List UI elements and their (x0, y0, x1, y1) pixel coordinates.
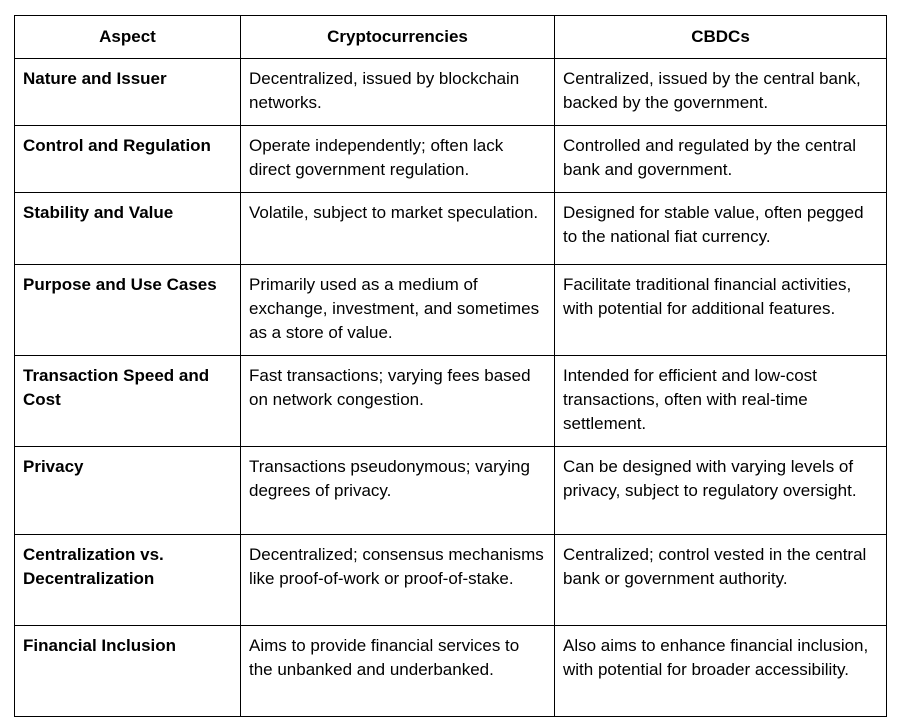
aspect-cell: Control and Regulation (15, 126, 241, 193)
table-row (15, 447, 887, 535)
table-row (15, 535, 887, 626)
aspect-cell: Stability and Value (15, 193, 241, 265)
table-row (15, 126, 887, 193)
crypto-cell: Aims to provide financial services to the unbanked and underbanked. (241, 626, 555, 717)
header-aspect: Aspect (15, 16, 241, 59)
table-header-row (15, 16, 887, 59)
cbdc-cell: Also aims to enhance financial inclusion, with potential for broader accessibility. (555, 626, 887, 717)
table-row (15, 626, 887, 717)
cbdc-cell: Facilitate traditional financial activities, with potential for additional features. (555, 265, 887, 356)
header-cryptocurrencies: Cryptocurrencies (241, 16, 555, 59)
aspect-cell: Purpose and Use Cases (15, 265, 241, 356)
cbdc-cell: Centralized; control vested in the central bank or government authority. (555, 535, 887, 626)
crypto-cell: Fast transactions; varying fees based on network congestion. (241, 356, 555, 447)
header-cbdcs: CBDCs (555, 16, 887, 59)
table-row (15, 265, 887, 356)
aspect-cell: Centralization vs. Decentralization (15, 535, 241, 626)
aspect-cell: Privacy (15, 447, 241, 535)
crypto-cell: Operate independently; often lack direct government regulation. (241, 126, 555, 193)
cbdc-cell: Centralized, issued by the central bank, backed by the government. (555, 59, 887, 126)
crypto-cell: Decentralized; consensus mechanisms like proof-of-work or proof-of-stake. (241, 535, 555, 626)
cbdc-cell: Can be designed with varying levels of privacy, subject to regulatory oversight. (555, 447, 887, 535)
crypto-cell: Transactions pseudonymous; varying degrees of privacy. (241, 447, 555, 535)
cbdc-cell: Intended for efficient and low-cost transactions, often with real-time settlement. (555, 356, 887, 447)
aspect-cell: Transaction Speed and Cost (15, 356, 241, 447)
crypto-cell: Primarily used as a medium of exchange, investment, and sometimes as a store of value. (241, 265, 555, 356)
aspect-cell: Nature and Issuer (15, 59, 241, 126)
table-row (15, 193, 887, 265)
crypto-cell: Decentralized, issued by blockchain networks. (241, 59, 555, 126)
table-row (15, 59, 887, 126)
comparison-table (14, 15, 887, 717)
aspect-cell: Financial Inclusion (15, 626, 241, 717)
cbdc-cell: Designed for stable value, often pegged to the national fiat currency. (555, 193, 887, 265)
table-row (15, 356, 887, 447)
crypto-cell: Volatile, subject to market speculation. (241, 193, 555, 265)
cbdc-cell: Controlled and regulated by the central bank and government. (555, 126, 887, 193)
